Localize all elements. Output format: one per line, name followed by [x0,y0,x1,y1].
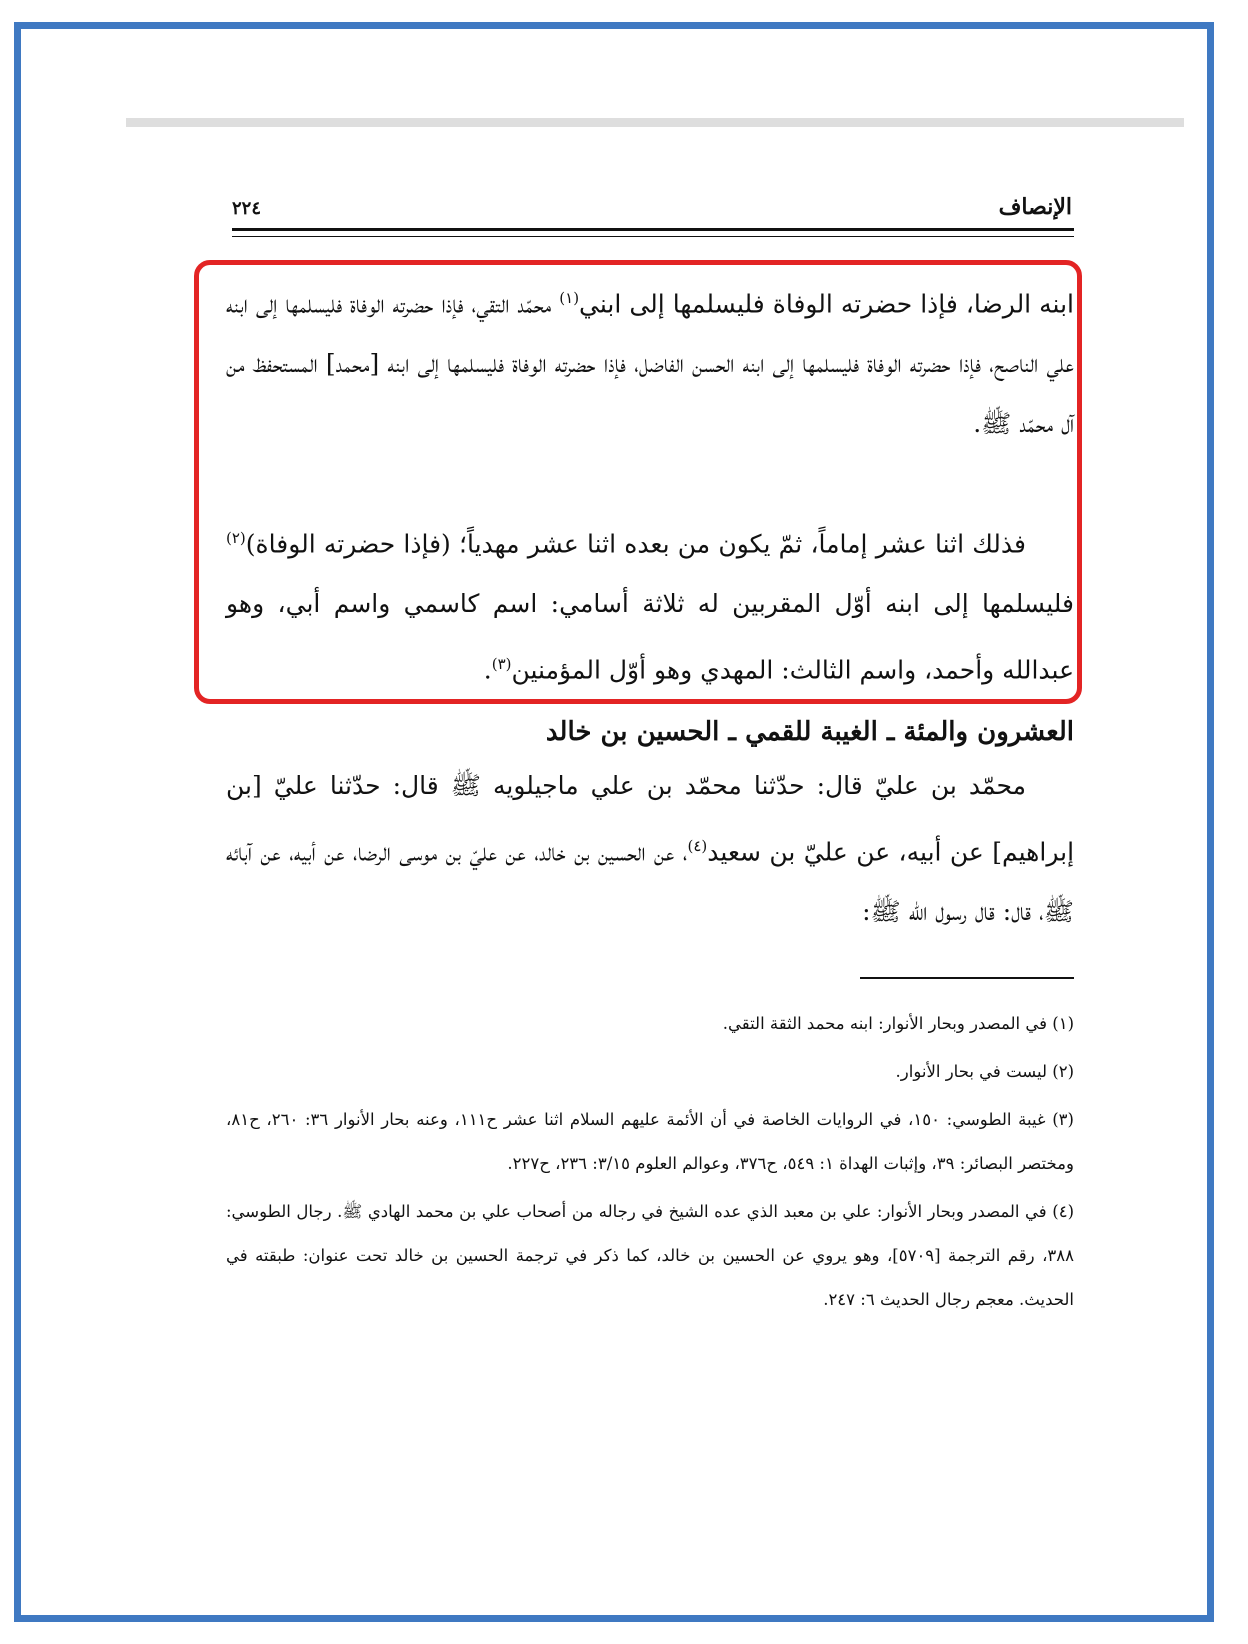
footnote-ref-2: (٢) [226,529,246,547]
footnote-1: (١) في المصدر وبحار الأنوار: ابنه محمد الثقة التقي. [722,1014,1074,1033]
footnote-3: (٣) غيبة الطوسي: ١٥٠، في الروايات الخاصة في أن الأئمة عليهم السلام اثنا عشر ح١١١، وعنه بحار الأنوار ٣٦: ٢٦٠، ح٨١، ومختصر البصائر: ٣٩، وإثبات الهداة ١: ٥٤٩، ح٣٧٦، وعوالم العلوم ٣/١٥: ٢٣٦، ح٢٢٧. [226,1110,1074,1173]
paragraph-2-part-b: فليسلمها إلى ابنه أوّل المقربين له ثلاثة أسامي: اسم كاسمي واسم أبي، وهو عبدالله وأحمد، واسم الثالث: المهدي وهو أوّل المؤمنين [226,589,1074,685]
paragraph-1-part-b: محمّد التقي، فإذا حضرته الوفاة فليسلمها إلى ابنه علي الناصح، فإذا حضرته الوفاة فليسلمها إلى ابنه الحسن الفاضل، فإذا حضرته الوفاة فليسلمها إلى ابنه [محمد] المستحفظ من آل محمّد ﷺ. [226,289,1074,439]
paragraph-2-part-c: . [483,655,492,685]
footnote-4: (٤) في المصدر وبحار الأنوار: علي بن معبد الذي عده الشيخ في رجاله من أصحاب علي بن محمد الهادي ﷺ. رجال الطوسي: ٣٨٨، رقم الترجمة [٥٧٠٩]، وهو يروي عن الحسين بن خالد، كما ذكر في ترجمة الحسين بن خالد تحت عنوان: طبقته في الحديث. معجم رجال الحديث ٦: ٢٤٧. [226,1202,1074,1309]
paragraph-1-part-a: ابنه الرضا، فإذا حضرته الوفاة فليسلمها إلى ابني [579,289,1074,319]
scan-bar [126,118,1184,127]
paragraph-1 [226,268,1074,454]
footnote-2: (٢) ليست في بحار الأنوار. [895,1062,1074,1081]
footnote-ref-4: (٤) [687,837,708,855]
page-number: ٢٢٤ [232,198,262,219]
paragraph-3-part-b: ، عن الحسين بن خالد، عن عليّ بن موسى الرضا، عن أبيه، عن آبائه ﷺ، قال: قال رسول الله ﷺ: [226,837,1074,927]
paragraph-2 [226,508,1074,701]
paragraph-3-part-a: محمّد بن عليّ قال: حدّثنا محمّد بن علي ماجيلويه ﷺ قال: حدّثنا عليّ [بن إبراهيم] عن أبيه، عن عليّ بن سعيد [226,771,1075,867]
header-rule [232,228,1074,237]
section-heading: العشرون والمئة ـ الغيبة للقمي ـ الحسين بن خالد [545,717,1074,747]
running-title: الإنصاف [998,194,1072,220]
footnote-ref-3: (٣) [491,655,512,674]
footnote-rule [860,977,1074,979]
footnotes [226,1002,1074,1326]
footnote-ref-1: (١) [559,289,580,307]
page-header [232,194,1072,228]
paragraph-3 [226,756,1074,942]
paragraph-2-part-a: فذلك اثنا عشر إماماً، ثمّ يكون من بعده اثنا عشر مهدياً؛ (فإذا حضرته الوفاة) [245,529,1026,559]
